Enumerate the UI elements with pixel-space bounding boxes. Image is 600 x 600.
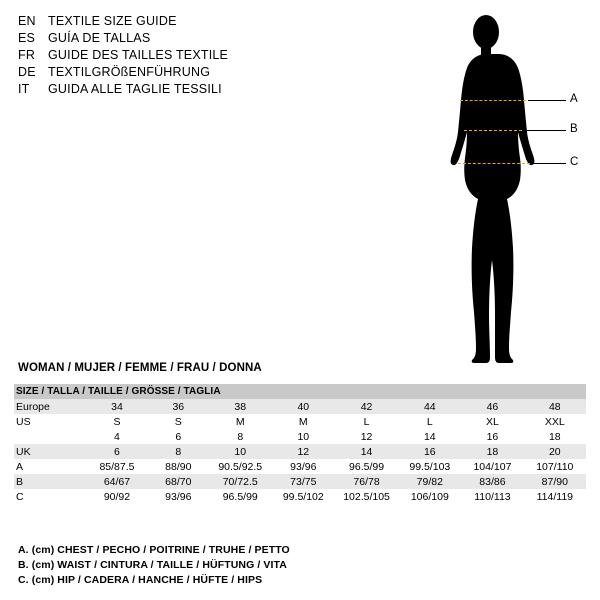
- cell-usnum-2: 8: [209, 429, 272, 444]
- chest-leader-line: [528, 100, 566, 101]
- language-text-de: TEXTILGRÖßENFÜHRUNG: [48, 65, 211, 79]
- cell-b-0: 64/67: [86, 474, 148, 489]
- footnote-waist: B. (cm) WAIST / CINTURA / TAILLE / HÜFTUNG / VITA: [18, 559, 287, 571]
- cell-uk-7: 20: [524, 444, 586, 459]
- cell-c-0: 90/92: [86, 489, 148, 504]
- cell-europe-5: 44: [398, 399, 461, 414]
- female-silhouette-figure: [420, 8, 590, 368]
- cell-usnum-1: 6: [148, 429, 209, 444]
- cell-c-5: 106/109: [398, 489, 461, 504]
- cell-b-1: 68/70: [148, 474, 209, 489]
- cell-us-7: XXL: [524, 414, 586, 429]
- cell-europe-0: 34: [86, 399, 148, 414]
- cell-us-1: S: [148, 414, 209, 429]
- language-code-it: IT: [18, 82, 30, 96]
- cell-a-7: 107/110: [524, 459, 586, 474]
- cell-uk-5: 16: [398, 444, 461, 459]
- cell-b-2: 70/72.5: [209, 474, 272, 489]
- cell-c-6: 110/113: [461, 489, 523, 504]
- table-row: [14, 414, 586, 429]
- footnote-hip: C. (cm) HIP / CADERA / HANCHE / HÜFTE / HIPS: [18, 574, 263, 586]
- language-row-fr: [18, 48, 338, 65]
- cell-uk-2: 10: [209, 444, 272, 459]
- hip-marker-label: C: [570, 156, 579, 168]
- footnote-chest: A. (cm) CHEST / PECHO / POITRINE / TRUHE / PETTO: [18, 544, 290, 556]
- table-row: [14, 489, 586, 504]
- cell-usnum-6: 16: [461, 429, 523, 444]
- cell-a-5: 99.5/103: [398, 459, 461, 474]
- cell-europe-4: 42: [335, 399, 399, 414]
- language-row-es: [18, 31, 338, 48]
- waist-measure-line: [464, 130, 522, 131]
- language-row-en: [18, 14, 338, 31]
- table-row: [14, 474, 586, 489]
- cell-usnum-5: 14: [398, 429, 461, 444]
- table-row: [14, 459, 586, 474]
- language-row-de: [18, 65, 338, 82]
- size-table: [14, 384, 586, 504]
- cell-europe-7: 48: [524, 399, 586, 414]
- language-code-fr: FR: [18, 48, 36, 62]
- cell-b-3: 73/75: [272, 474, 335, 489]
- cell-uk-0: 6: [86, 444, 148, 459]
- cell-europe-3: 40: [272, 399, 335, 414]
- row-label-c: C: [14, 489, 86, 504]
- table-row: [14, 399, 586, 414]
- cell-us-2: M: [209, 414, 272, 429]
- hip-measure-line: [458, 163, 530, 164]
- cell-usnum-4: 12: [335, 429, 399, 444]
- cell-b-6: 83/86: [461, 474, 523, 489]
- cell-c-4: 102.5/105: [335, 489, 399, 504]
- cell-b-7: 87/90: [524, 474, 586, 489]
- table-row: [14, 444, 586, 459]
- row-label-europe: Europe: [14, 399, 86, 414]
- language-text-fr: GUIDE DES TAILLES TEXTILE: [48, 48, 229, 62]
- table-group-title: WOMAN / MUJER / FEMME / FRAU / DONNA: [18, 362, 262, 374]
- language-code-es: ES: [18, 31, 36, 45]
- cell-b-5: 79/82: [398, 474, 461, 489]
- language-code-en: EN: [18, 14, 36, 28]
- cell-uk-3: 12: [272, 444, 335, 459]
- cell-c-2: 96.5/99: [209, 489, 272, 504]
- cell-a-6: 104/107: [461, 459, 523, 474]
- cell-a-4: 96.5/99: [335, 459, 399, 474]
- chest-measure-line: [460, 100, 526, 101]
- language-code-de: DE: [18, 65, 36, 79]
- cell-europe-1: 36: [148, 399, 209, 414]
- cell-us-3: M: [272, 414, 335, 429]
- language-text-it: GUIDA ALLE TAGLIE TESSILI: [48, 82, 222, 96]
- cell-a-0: 85/87.5: [86, 459, 148, 474]
- row-label-b: B: [14, 474, 86, 489]
- cell-uk-1: 8: [148, 444, 209, 459]
- table-header-cell: SIZE / TALLA / TAILLE / GRÖSSE / TAGLIA: [14, 384, 586, 399]
- language-header-block: [18, 14, 338, 99]
- footnotes-block: [18, 543, 578, 588]
- waist-leader-line: [524, 130, 566, 131]
- hip-leader-line: [530, 163, 566, 164]
- cell-europe-6: 46: [461, 399, 523, 414]
- chest-marker-label: A: [570, 93, 578, 105]
- language-text-en: TEXTILE SIZE GUIDE: [48, 14, 177, 28]
- table-header-row: [14, 384, 586, 399]
- cell-us-6: XL: [461, 414, 523, 429]
- row-label-uk: UK: [14, 444, 86, 459]
- cell-usnum-7: 18: [524, 429, 586, 444]
- cell-c-7: 114/119: [524, 489, 586, 504]
- cell-uk-4: 14: [335, 444, 399, 459]
- silhouette-icon: [420, 8, 590, 368]
- language-text-es: GUÍA DE TALLAS: [48, 31, 151, 45]
- table-row: [14, 429, 586, 444]
- cell-c-3: 99.5/102: [272, 489, 335, 504]
- cell-europe-2: 38: [209, 399, 272, 414]
- language-row-it: [18, 82, 338, 99]
- row-label-us: US: [14, 414, 86, 429]
- row-label-us-numeric: [14, 429, 86, 444]
- cell-usnum-3: 10: [272, 429, 335, 444]
- cell-us-4: L: [335, 414, 399, 429]
- cell-us-5: L: [398, 414, 461, 429]
- cell-uk-6: 18: [461, 444, 523, 459]
- cell-us-0: S: [86, 414, 148, 429]
- cell-a-3: 93/96: [272, 459, 335, 474]
- cell-c-1: 93/96: [148, 489, 209, 504]
- cell-usnum-0: 4: [86, 429, 148, 444]
- row-label-a: A: [14, 459, 86, 474]
- cell-b-4: 76/78: [335, 474, 399, 489]
- waist-marker-label: B: [570, 123, 578, 135]
- cell-a-1: 88/90: [148, 459, 209, 474]
- cell-a-2: 90.5/92.5: [209, 459, 272, 474]
